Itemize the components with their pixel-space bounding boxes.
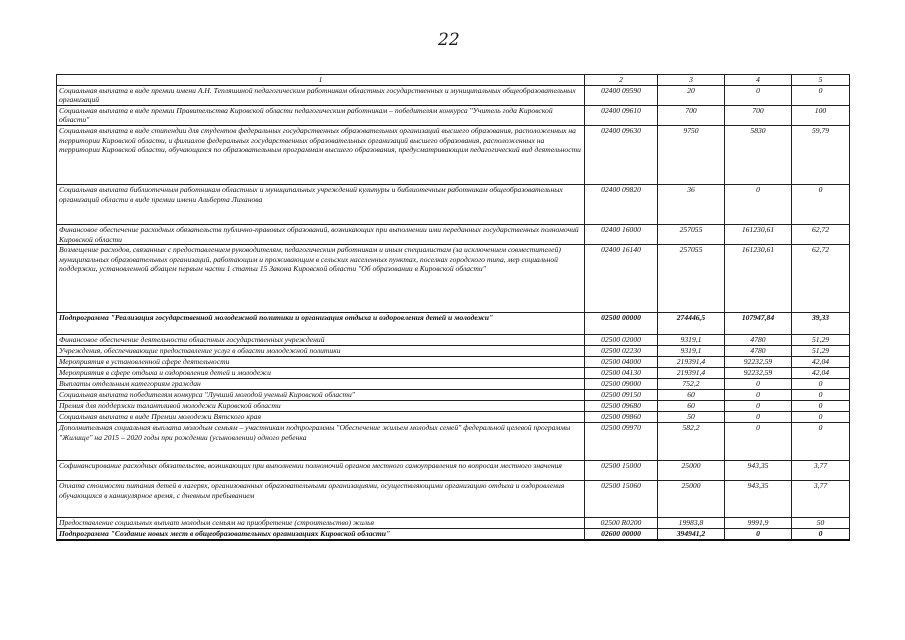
row-col3-cell: 257055 bbox=[658, 224, 725, 244]
row-name-cell: Подпрограмма "Реализация государственной молодежной политики и организация отдыха и оздоровления детей и молодежи" bbox=[57, 313, 585, 335]
row-col3-cell: 257055 bbox=[658, 245, 725, 313]
row-col3-cell: 9750 bbox=[658, 125, 725, 184]
row-col5-cell: 0 bbox=[792, 184, 850, 224]
row-col4-cell: 943,35 bbox=[725, 481, 792, 518]
row-col4-cell: 0 bbox=[725, 390, 792, 401]
row-col5-cell: 0 bbox=[792, 529, 850, 540]
row-col5-cell: 3,77 bbox=[792, 481, 850, 518]
row-code-cell: 02500 09150 bbox=[585, 390, 658, 401]
row-name-cell: Софинансирование расходных обязательств, возникающих при выполнении полномочий органов местного самоуправления по вопросам местного значения bbox=[57, 461, 585, 481]
row-code-cell: 02500 04130 bbox=[585, 368, 658, 379]
row-code-cell: 02500 15060 bbox=[585, 481, 658, 518]
row-col5-cell: 0 bbox=[792, 379, 850, 390]
row-col4-cell: 5830 bbox=[725, 125, 792, 184]
row-name-cell: Премия для поддержки талантливой молодежи Кировской области bbox=[57, 401, 585, 412]
table-row bbox=[57, 224, 850, 244]
row-name-cell: Социальная выплата библиотечным работникам областных и муниципальных учреждений культуры и библиотечным работникам общеобразовательных организаций области в виде премии имени Альберта Лиханова bbox=[57, 184, 585, 224]
row-col3-cell: 219391,4 bbox=[658, 368, 725, 379]
table-row bbox=[57, 346, 850, 357]
row-col5-cell: 59,79 bbox=[792, 125, 850, 184]
row-col5-cell: 0 bbox=[792, 390, 850, 401]
row-code-cell: 02400 16140 bbox=[585, 245, 658, 313]
row-name-cell: Социальная выплата в виде премии Правительства Кировской области педагогическим работникам – победителям конкурса "Учитель года Кировской области" bbox=[57, 105, 585, 125]
table-row bbox=[57, 518, 850, 529]
row-col5-cell: 51,29 bbox=[792, 335, 850, 346]
budget-table bbox=[56, 74, 850, 541]
column-header: 1 bbox=[57, 75, 585, 86]
table-row bbox=[57, 105, 850, 125]
row-code-cell: 02400 09630 bbox=[585, 125, 658, 184]
row-name-cell: Подпрограмма "Создание новых мест в общеобразовательных организациях Кировской области" bbox=[57, 529, 585, 540]
row-code-cell: 02500 09860 bbox=[585, 412, 658, 423]
table-row bbox=[57, 357, 850, 368]
row-col3-cell: 20 bbox=[658, 85, 725, 105]
row-col4-cell: 4780 bbox=[725, 346, 792, 357]
row-code-cell: 02500 02000 bbox=[585, 335, 658, 346]
row-col5-cell: 62,72 bbox=[792, 245, 850, 313]
row-name-cell: Учреждения, обеспечивающие предоставление услуг в области молодежной политики bbox=[57, 346, 585, 357]
row-col4-cell: 9991,9 bbox=[725, 518, 792, 529]
table-row bbox=[57, 412, 850, 423]
row-col5-cell: 0 bbox=[792, 401, 850, 412]
row-name-cell: Социальная выплата победителям конкурса "Лучший молодой ученый Кировской области" bbox=[57, 390, 585, 401]
table-row bbox=[57, 401, 850, 412]
row-col3-cell: 50 bbox=[658, 412, 725, 423]
row-name-cell: Мероприятия в сфере отдыха и оздоровления детей и молодежи bbox=[57, 368, 585, 379]
row-col4-cell: 0 bbox=[725, 423, 792, 461]
row-code-cell: 02500 R0200 bbox=[585, 518, 658, 529]
row-col5-cell: 50 bbox=[792, 518, 850, 529]
row-name-cell: Мероприятия в установленной сфере деятельности bbox=[57, 357, 585, 368]
row-col3-cell: 9319,1 bbox=[658, 335, 725, 346]
row-name-cell: Финансовое обеспечение расходных обязательств публично-правовых образований, возникающих при выполнении ими переданных государственных полномочий Кировской области bbox=[57, 224, 585, 244]
page-number: 22 bbox=[438, 30, 460, 50]
row-code-cell: 02500 04000 bbox=[585, 357, 658, 368]
row-code-cell: 02400 16000 bbox=[585, 224, 658, 244]
row-name-cell: Финансовое обеспечение деятельности областных государственных учреждений bbox=[57, 335, 585, 346]
row-col3-cell: 752,2 bbox=[658, 379, 725, 390]
row-col3-cell: 700 bbox=[658, 105, 725, 125]
table-header-row bbox=[57, 75, 850, 86]
row-col3-cell: 9319,1 bbox=[658, 346, 725, 357]
row-col4-cell: 0 bbox=[725, 412, 792, 423]
row-col5-cell: 0 bbox=[792, 423, 850, 461]
row-col3-cell: 25000 bbox=[658, 461, 725, 481]
row-code-cell: 02400 09610 bbox=[585, 105, 658, 125]
row-code-cell: 02500 02230 bbox=[585, 346, 658, 357]
table-row bbox=[57, 85, 850, 105]
table-row bbox=[57, 461, 850, 481]
row-name-cell: Дополнительная социальная выплата молодым семьям – участникам подпрограммы "Обеспечение жильем молодых семей" федеральной целевой программы "Жилище" на 2015 – 2020 годы при рождении (усыновлении) одного ребенка bbox=[57, 423, 585, 461]
table-row bbox=[57, 125, 850, 184]
row-name-cell: Оплата стоимости питания детей в лагерях, организованных образовательными организациями, осуществляющими организацию отдыха и оздоровления обучающихся в каникулярное время, с дневным пребыванием bbox=[57, 481, 585, 518]
row-col4-cell: 0 bbox=[725, 401, 792, 412]
column-header: 2 bbox=[585, 75, 658, 86]
row-name-cell: Возмещение расходов, связанных с предоставлением руководителям, педагогическим работникам и иным специалистам (за исключением совместителей) муниципальных образовательных организаций, работающим и проживающим в сельских населенных пунктах, поселках городского типа, мер социальной поддержки, установленной абзацем первым части 1 статьи 15 Закона Кировской области "Об образовании в Кировской области" bbox=[57, 245, 585, 313]
table-row bbox=[57, 245, 850, 313]
row-col5-cell: 0 bbox=[792, 85, 850, 105]
column-header: 4 bbox=[725, 75, 792, 86]
table-row bbox=[57, 313, 850, 335]
row-code-cell: 02400 09590 bbox=[585, 85, 658, 105]
table-row bbox=[57, 379, 850, 390]
row-code-cell: 02500 09970 bbox=[585, 423, 658, 461]
row-col4-cell: 92232,59 bbox=[725, 368, 792, 379]
row-name-cell: Социальная выплата в виде премии имени А.Н. Тепляшиной педагогическим работникам областных государственных и муниципальных общеобразовательных организаций bbox=[57, 85, 585, 105]
row-col5-cell: 0 bbox=[792, 412, 850, 423]
row-col3-cell: 274446,5 bbox=[658, 313, 725, 335]
row-code-cell: 02500 00000 bbox=[585, 313, 658, 335]
row-name-cell: Социальная выплата в виде Премии молодежи Вятского края bbox=[57, 412, 585, 423]
row-col4-cell: 92232,59 bbox=[725, 357, 792, 368]
table-row bbox=[57, 481, 850, 518]
row-col4-cell: 4780 bbox=[725, 335, 792, 346]
row-col3-cell: 219391,4 bbox=[658, 357, 725, 368]
row-col4-cell: 700 bbox=[725, 105, 792, 125]
table-row bbox=[57, 184, 850, 224]
row-col4-cell: 0 bbox=[725, 529, 792, 540]
row-col3-cell: 582,2 bbox=[658, 423, 725, 461]
row-col3-cell: 60 bbox=[658, 390, 725, 401]
row-col5-cell: 51,29 bbox=[792, 346, 850, 357]
row-col5-cell: 3,77 bbox=[792, 461, 850, 481]
row-code-cell: 02600 00000 bbox=[585, 529, 658, 540]
row-col3-cell: 25000 bbox=[658, 481, 725, 518]
row-col4-cell: 0 bbox=[725, 184, 792, 224]
row-col4-cell: 161230,61 bbox=[725, 224, 792, 244]
row-col3-cell: 394941,2 bbox=[658, 529, 725, 540]
column-header: 3 bbox=[658, 75, 725, 86]
column-header: 5 bbox=[792, 75, 850, 86]
row-code-cell: 02400 09820 bbox=[585, 184, 658, 224]
row-col4-cell: 0 bbox=[725, 85, 792, 105]
row-name-cell: Выплаты отдельным категориям граждан bbox=[57, 379, 585, 390]
table-row bbox=[57, 335, 850, 346]
row-col3-cell: 36 bbox=[658, 184, 725, 224]
row-col5-cell: 100 bbox=[792, 105, 850, 125]
row-col4-cell: 161230,61 bbox=[725, 245, 792, 313]
row-col5-cell: 62,72 bbox=[792, 224, 850, 244]
row-col5-cell: 42,04 bbox=[792, 357, 850, 368]
row-col3-cell: 60 bbox=[658, 401, 725, 412]
row-col3-cell: 19983,8 bbox=[658, 518, 725, 529]
row-name-cell: Предоставление социальных выплат молодым семьям на приобретение (строительство) жилья bbox=[57, 518, 585, 529]
row-code-cell: 02500 15000 bbox=[585, 461, 658, 481]
row-name-cell: Социальная выплата в виде стипендии для студентов федеральных государственных образовательных организаций высшего образования, расположенных на территории Кировской области, и филиалов федеральных государственных образовательных организаций высшего образования, расположенных на территории Кировской области, обучающихся по образовательным программам высшего образования, предусматривающим педагогический вид деятельности bbox=[57, 125, 585, 184]
row-col4-cell: 0 bbox=[725, 379, 792, 390]
table-row bbox=[57, 423, 850, 461]
table-row bbox=[57, 529, 850, 540]
row-col4-cell: 943,35 bbox=[725, 461, 792, 481]
row-code-cell: 02500 09000 bbox=[585, 379, 658, 390]
row-col4-cell: 107947,84 bbox=[725, 313, 792, 335]
row-col5-cell: 42,04 bbox=[792, 368, 850, 379]
row-code-cell: 02500 09680 bbox=[585, 401, 658, 412]
table-row bbox=[57, 390, 850, 401]
table-row bbox=[57, 368, 850, 379]
row-col5-cell: 39,33 bbox=[792, 313, 850, 335]
